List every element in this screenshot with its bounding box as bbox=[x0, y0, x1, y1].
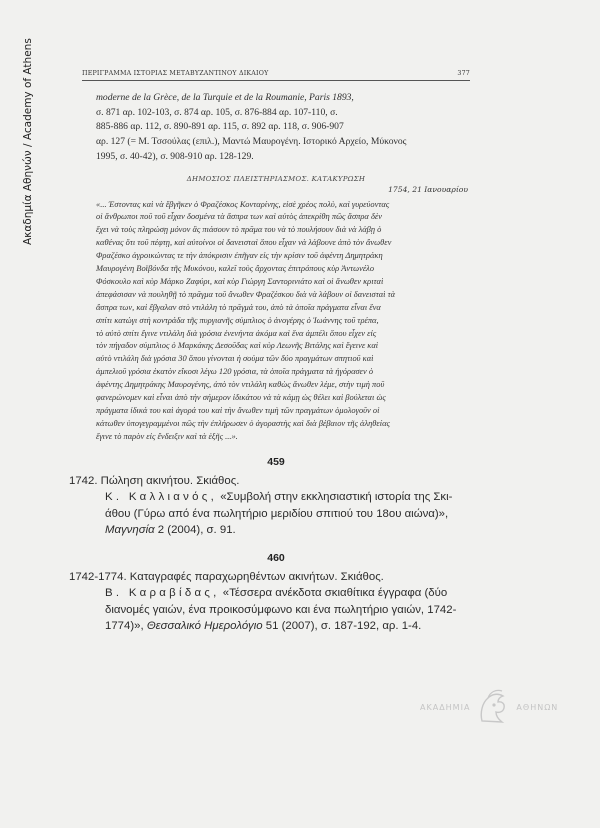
biblio-line: σ. 871 αρ. 102-103, σ. 874 αρ. 105, σ. 876-884 αρ. 107-110, σ. bbox=[96, 106, 338, 118]
quote-line: ἔγινε τὸ παρὸν εἰς ἔνδειξιν καὶ τὰ ἑξῆς ...». bbox=[96, 430, 238, 441]
quote-line: σπίτι κατώγι στὴ κοντράδα τῆς πυργιανῆς σύμπλιος ὁ ἀνογέρης ὁ Ἰωάννης τοῦ τρέπα, bbox=[96, 314, 379, 325]
biblio-line: 1995, σ. 40-42), σ. 908-910 αρ. 128-129. bbox=[96, 150, 254, 162]
entry bbox=[69, 569, 470, 635]
bibliography-continuation bbox=[96, 91, 470, 165]
quote-line: φανερώνομεν καὶ εἶναι ἀπὸ τὴν σήμερον ἰδικάτου νὰ τὰ κάμῃ ὡς θέλει καὶ βούλεται ὡς bbox=[96, 392, 386, 403]
entry-reference: Β. Καραβίδας, «Τέσσερα ανέκδοτα σκιαθίτικα έγγραφα (δύο διανομές γαιών, ένα προικοσύμφωνο και ένα πωλητήριο γαιών, 1742- 1774)», Θεσσαλικό Ημερολόγιο 51 (2007), σ. 187-192, αρ. 1-4. bbox=[105, 587, 457, 633]
page-number: 377 bbox=[457, 70, 470, 77]
quote-line: αὐτὸ ντιλάλη διὰ γρόσια 30 ὅπου γίνονται ἡ σούμα τῶν δύο πραγμάτων σπητιοῦ καὶ bbox=[96, 353, 374, 364]
logo-left-text: ΑΚΑΔΗΜΙΑ bbox=[420, 702, 471, 712]
quote-line: Φραζέσκο ἀγροικώντας τε τὴν ἀπόκρισιν ἐπῆγαν εἰς τὴν κρίσιν τοῦ ἀφέντη Δημητράκη bbox=[96, 250, 383, 261]
document-heading: ΔΗΜΟΣΙΟΣ ΠΛΕΙΣΤΗΡΙΑΣΜΟΣ. ΚΑΤΑΚΥΡΩΣΗ bbox=[186, 174, 366, 183]
entry-journal: Θεσσαλικό Ημερολόγιο bbox=[146, 620, 263, 633]
quote-line: ἔχει νὰ τοὺς πληρώσῃ μόνον ἂς πιάσουν τὸ πρᾶμα του νὰ τὸ πουλήσουν διὰ νὰ λάβῃ ὁ bbox=[96, 224, 382, 235]
quote-line: ἄσπρα των, καὶ ἔβγαλαν στὸ ντιλάλη τὸ πρᾶγμά του, ἀπὸ τὰ ὁποῖα πράγματα εἶναι ἕνα bbox=[96, 301, 381, 312]
quote-line: Φόσκουλο καὶ κὺρ Μάρκο Ζαφύρι, καὶ κὺρ Γιώργη Σαντορινιάτο καὶ οἱ ἄνωθεν κριταὶ bbox=[96, 275, 384, 286]
entry-author: Β. Καραβίδας, bbox=[105, 587, 220, 600]
entry-author: Κ. Καλλιανός, bbox=[105, 491, 218, 504]
quote-line: οἱ ἄνθρωποι ποῦ τοῦ εἶχαν δοσμένα τὰ ἄσπρα των καὶ αὐτὸς ἀπεκρίθη πῶς ἄσπρα δὲν bbox=[96, 211, 382, 222]
quote-line: τὸ αὐτὸ σπίτι ἔγινε ντιλάλη διὰ γρόσια ἐνενήντα ἀκόμα καὶ ἕνα ἀμπέλι ὅπου εἶχεν εἰς bbox=[96, 327, 377, 338]
biblio-line: 885-886 αρ. 112, σ. 890-891 αρ. 115, σ. 892 αρ. 118, σ. 906-907 bbox=[96, 121, 344, 133]
quote-line: ἀφέντης Δημητράκης Μαυρογένης, ἀπὸ τὸν ντιλάλη καθὼς ἄνωθεν λέμε, στὴν τιμὴ ποῦ bbox=[96, 379, 385, 390]
entry bbox=[69, 473, 470, 539]
biblio-line: moderne de la Grèce, de la Turquie et de la Roumanie, Paris 1893, bbox=[96, 92, 354, 103]
logo-right-text: ΑΘΗΝΩΝ bbox=[516, 702, 559, 712]
entry-number: 460 bbox=[267, 551, 285, 564]
entry-journal: Μαγνησία bbox=[105, 524, 155, 537]
quote-line: Μαυρογένη Βοϊβόνδα τῆς Μυκόνου, καλεῖ τοὺς ἄρχοντας ἐπιτρόπους κὺρ Ἀντωνέλο bbox=[96, 263, 375, 274]
document-date: 1754, 21 Ιανουαρίου bbox=[388, 184, 468, 194]
document-quote bbox=[96, 198, 470, 443]
entry-title: 1742. Πώληση ακινήτου. Σκιάθος. bbox=[69, 474, 240, 487]
biblio-line: αρ. 127 (= Μ. Τσσούλας (επιλ.), Μαντώ Μαυρογένη. Ιστορικό Αρχείο, Μύκονος bbox=[96, 136, 407, 148]
quote-line: ἀμπελιοῦ γρόσια ἑκατὸν εἴκοσι λέγω 120 γρόσια, τὰ ὁποῖα πράγματα τὰ ἠγόρασεν ὁ bbox=[96, 366, 374, 377]
athena-head-icon bbox=[476, 687, 510, 727]
entry-reference: Κ. Καλλιανός, «Συμβολή στην εκκλησιαστική ιστορία της Σκι- άθου (Γύρω από ένα πωλητήριο μεριδίου σπιτιού του 18ου αιώνα)», Μαγνησία 2 (2004), σ. 91. bbox=[105, 491, 453, 537]
entry-title: 1742-1774. Καταγραφές παραχωρηθέντων ακινήτων. Σκιάθος. bbox=[69, 570, 384, 583]
quote-line: πράγματα ἰδικά του καὶ ἀγορά του καὶ τὴν ἄνωθεν τιμὴ τῶν πραγμάτων ὁμολογοῦν οἱ bbox=[96, 405, 380, 416]
entry-number: 459 bbox=[267, 455, 285, 468]
quote-line: ἀπεφάσισαν νὰ πουληθῇ τὸ πρᾶγμα τοῦ ἄνωθεν Φραζέσκου διὰ νὰ λάβουν οἱ δανεισταὶ τὰ bbox=[96, 288, 396, 299]
quote-line: «... Έστοντας καὶ νὰ ἔβγῆκεν ὁ Φραζέσκος Κονταρίνης, εἰσὲ χρέος πολὺ, καὶ γυρεύοντας bbox=[96, 198, 390, 209]
running-head-title: ΠΕΡΙΓΡΑΜΜΑ ΙΣΤΟΡΙΑΣ ΜΕΤΑΒΥΖΑΝΤΙΝΟΥ ΔΙΚΑΙΟΥ bbox=[82, 70, 269, 77]
side-watermark bbox=[8, 30, 34, 330]
page-content bbox=[69, 70, 470, 635]
quote-line: καθένας ὅτι τοῦ πέφτῃ, καὶ αὐτοίνοι οἱ δανεισταὶ ὅπου εἶχαν νὰ λάβουνε ἀπὸ τὸν ἄνωθεν bbox=[96, 237, 392, 248]
quote-line: κάτωθεν ὑπογεγραμμένοι πῶς τὴν ἐπλήρωσεν ὁ ἀγοραστὴς καὶ διὰ βέβαιον τῆς ἀληθείας bbox=[96, 417, 390, 428]
running-head bbox=[82, 70, 470, 81]
academy-logo-watermark bbox=[420, 687, 558, 727]
side-watermark-text: Ακαδημία Αθηνών / Academy of Athens bbox=[22, 38, 34, 245]
quote-line: τὸν πήγαδον σύμπλιος ὁ Μαρκάκης Δεσοῦδας καὶ κὺρ Λεωνῆς Βιτάλης καὶ ἔγεινε καὶ bbox=[96, 340, 379, 351]
